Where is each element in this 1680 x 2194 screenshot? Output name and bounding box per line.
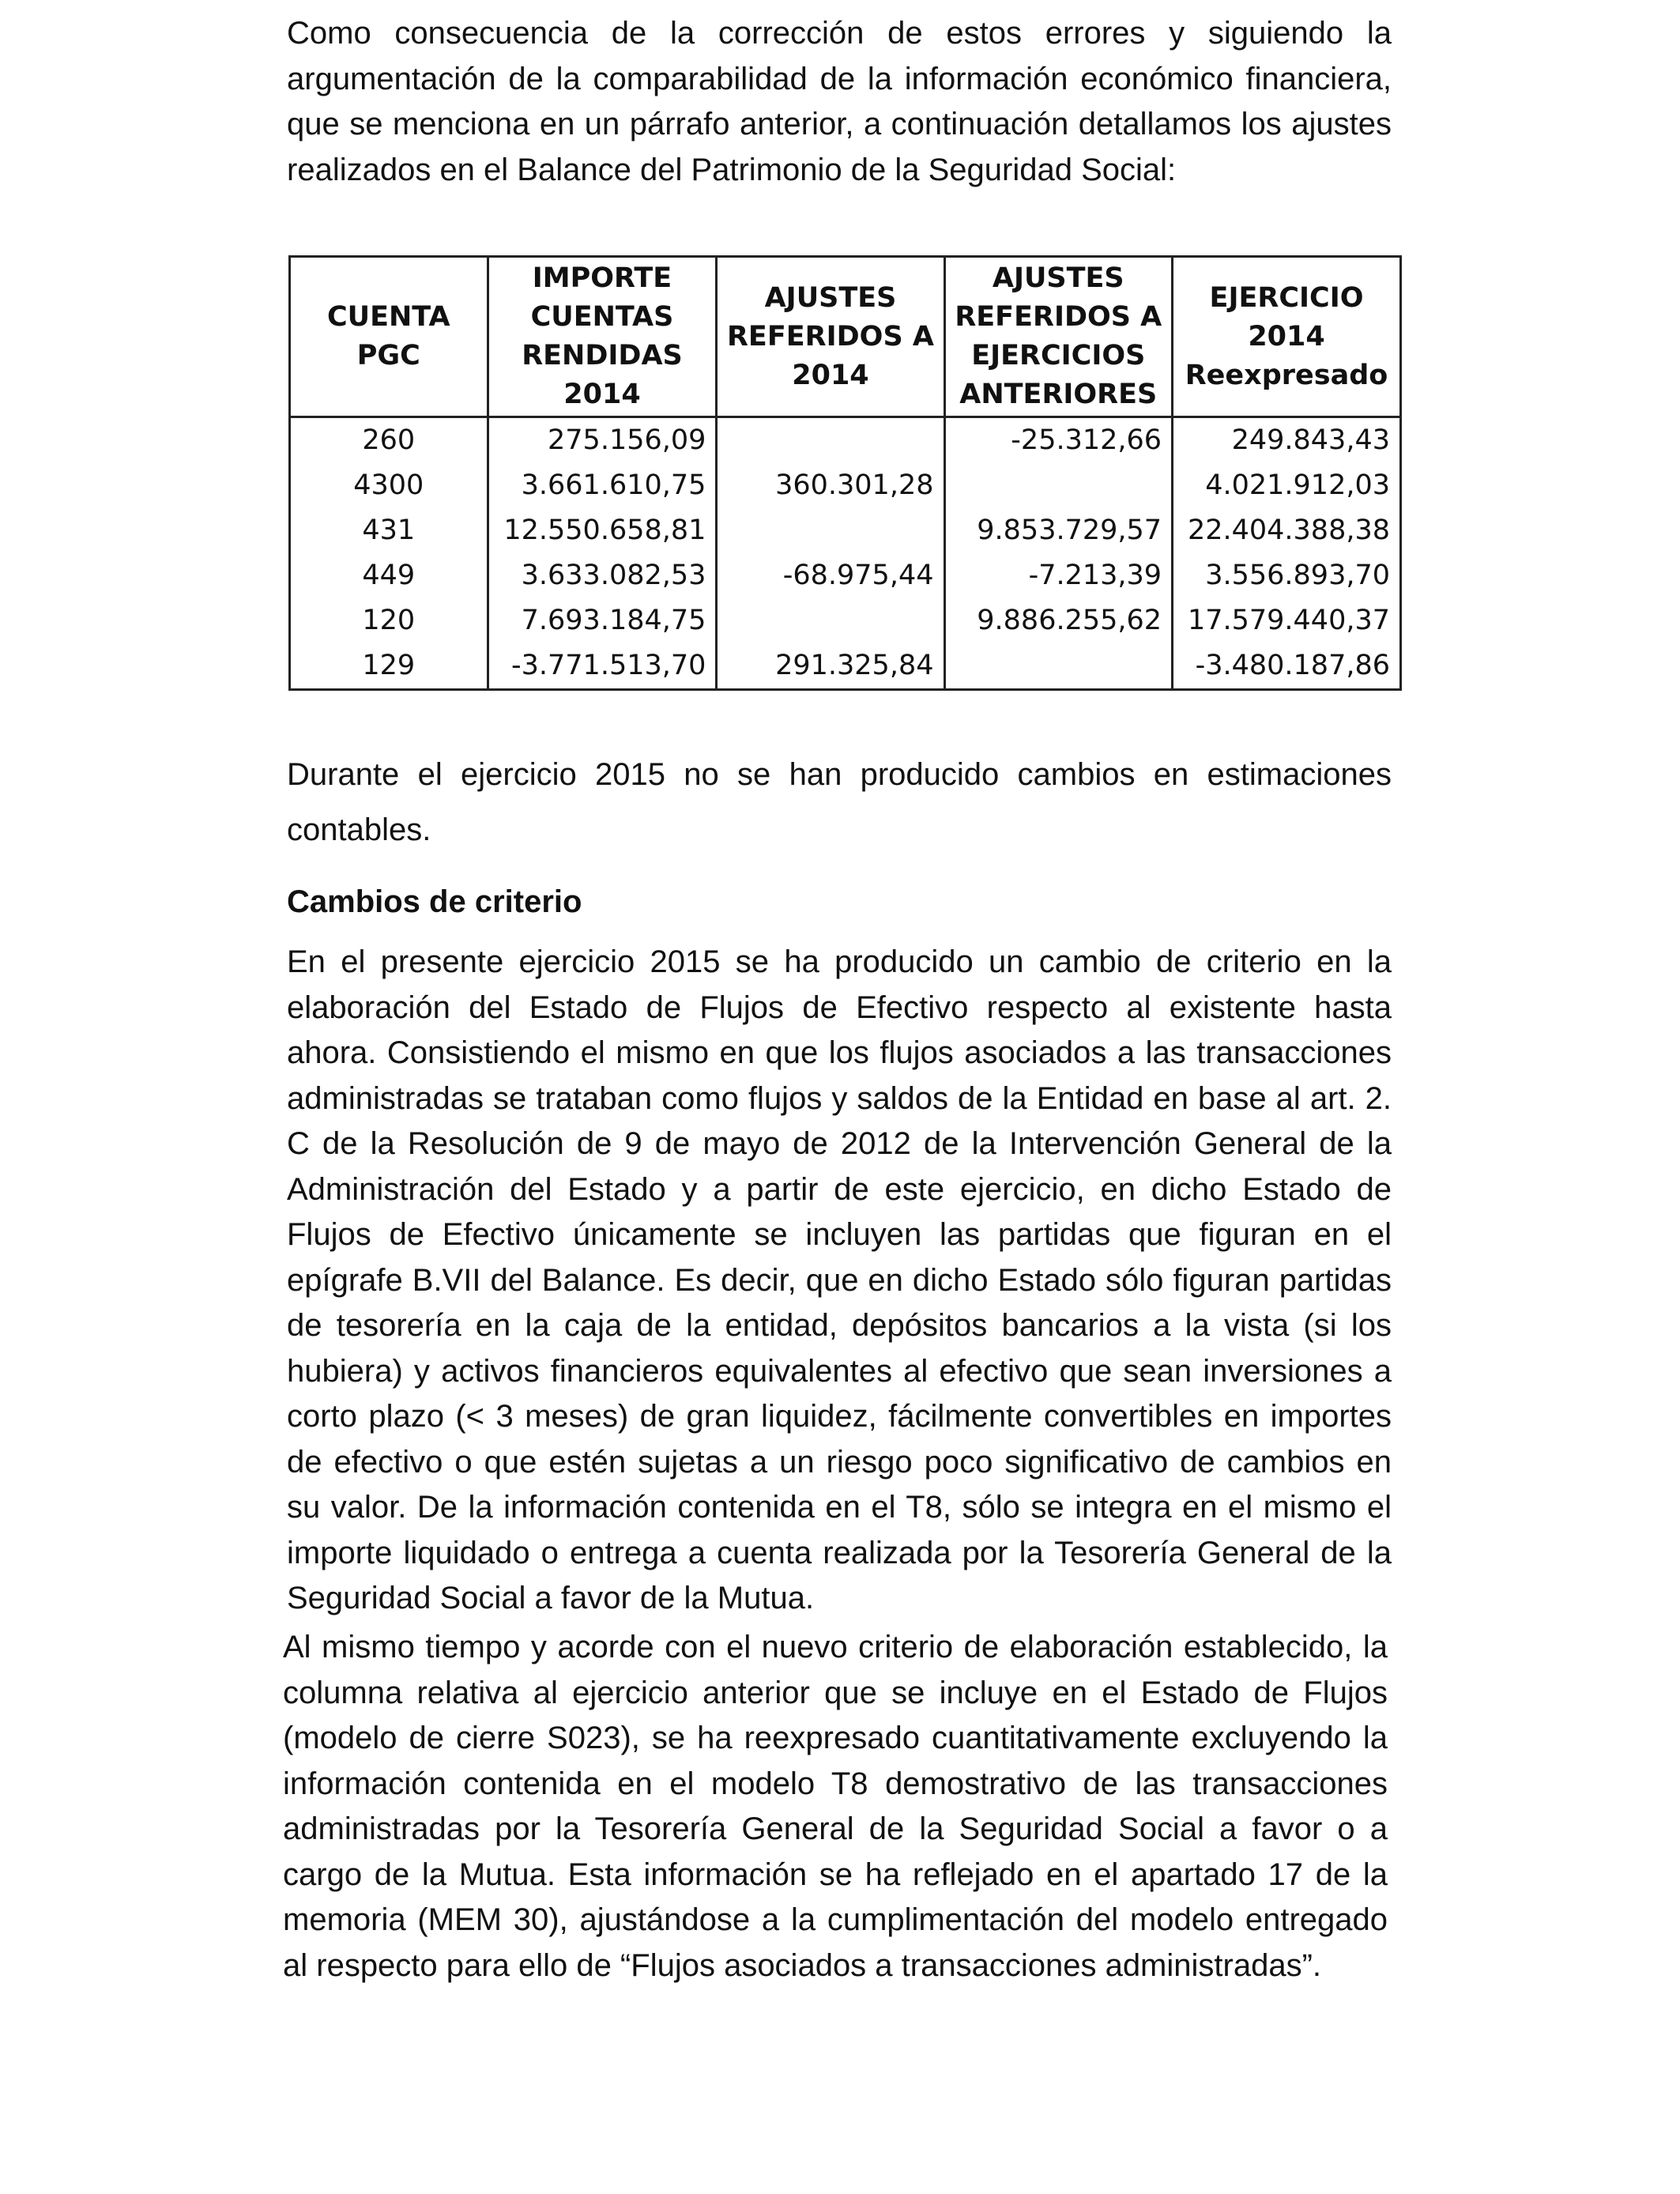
cell-ajuste-2014 (717, 508, 944, 553)
intro-paragraph: Como consecuencia de la corrección de estos errores y siguiendo la argumentación de la comparabilidad de la información económico financiera, que se menciona en un párrafo anterior, a continuación detallamos los ajustes realizados en el Balance del Patrimonio de la Seguridad Social: (287, 16, 1392, 187)
cell-importe: 3.633.082,53 (488, 553, 717, 598)
cell-ajuste-2014 (717, 598, 944, 643)
cell-reexpresado: 3.556.893,70 (1173, 553, 1401, 598)
cell-reexpresado: 4.021.912,03 (1173, 463, 1401, 508)
criterio-paragraph-1: En el presente ejercicio 2015 se ha producido un cambio de criterio en la elaboración del Estado de Flujos de Efectivo respecto al existente hasta ahora. Consistiendo el mismo en que los flujos asociados a las transacciones administradas se trataban como flujos y saldos de la Entidad en base al art. 2. C de la Resolución de 9 de mayo de 2012 de la Intervención General de la Administración del Estado y a partir de este ejercicio, en dicho Estado de Flujos de Efectivo únicamente se incluyen las partidas que figuran en el epígrafe B.VII del Balance. Es decir, que en dicho Estado sólo figuran partidas de tesorería en la caja de la entidad, depósitos bancarios a la vista (si los hubiera) y activos financieros equivalentes al efectivo que sean inversiones a corto plazo (< 3 meses) de gran liquidez, fácilmente convertibles en importes de efectivo o que estén sujetas a un riesgo poco significativo de cambios en su valor. De la información contenida en el T8, sólo se integra en el mismo el importe liquidado o entrega a cuenta realizada por la Tesorería General de la Seguridad Social a favor de la Mutua. (287, 944, 1392, 1615)
cell-reexpresado: 17.579.440,37 (1173, 598, 1401, 643)
table-row (290, 643, 1401, 690)
cell-reexpresado: -3.480.187,86 (1173, 643, 1401, 690)
cell-importe: -3.771.513,70 (488, 643, 717, 690)
table-row (290, 417, 1401, 464)
header-ajustes-2014: AJUSTES REFERIDOS A 2014 (717, 257, 944, 417)
criterio-paragraph-2: Al mismo tiempo y acorde con el nuevo criterio de elaboración establecido, la columna relativa al ejercicio anterior que se incluye en el Estado de Flujos (modelo de cierre S023), se ha reexpresado cuantitativamente excluyendo la información contenida en el modelo T8 demostrativo de las transacciones administradas por la Tesorería General de la Seguridad Social a favor o a cargo de la Mutua. Esta información se ha reflejado en el apartado 17 de la memoria (MEM 30), ajustándose a la cumplimentación del modelo entregado al respecto para ello de “Flujos asociados a transacciones administradas”. (283, 1630, 1388, 1983)
section-heading-cambios-criterio: Cambios de criterio (287, 884, 582, 919)
table-header-row (290, 257, 1401, 417)
table-row (290, 508, 1401, 553)
header-ejercicio-reexpresado: EJERCICIO 2014 Reexpresado (1173, 257, 1401, 417)
cell-ajuste-anteriores: 9.886.255,62 (944, 598, 1173, 643)
cell-ajuste-2014: 291.325,84 (717, 643, 944, 690)
cell-reexpresado: 22.404.388,38 (1173, 508, 1401, 553)
cell-ajuste-anteriores: 9.853.729,57 (944, 508, 1173, 553)
table-row (290, 598, 1401, 643)
estimaciones-paragraph: Durante el ejercicio 2015 no se han producido cambios en estimaciones contables. (287, 757, 1392, 847)
header-ajustes-anteriores: AJUSTES REFERIDOS A EJERCICIOS ANTERIORES (944, 257, 1173, 417)
cell-reexpresado: 249.843,43 (1173, 417, 1401, 464)
cell-ajuste-anteriores (944, 463, 1173, 508)
cell-ajuste-anteriores (944, 643, 1173, 690)
cell-cuenta: 431 (290, 508, 488, 553)
table-row (290, 463, 1401, 508)
cell-ajuste-2014 (717, 417, 944, 464)
cell-ajuste-2014: -68.975,44 (717, 553, 944, 598)
header-cuenta-pgc: CUENTA PGC (290, 257, 488, 417)
cell-importe: 12.550.658,81 (488, 508, 717, 553)
cell-cuenta: 449 (290, 553, 488, 598)
cell-ajuste-anteriores: -25.312,66 (944, 417, 1173, 464)
cell-ajuste-2014: 360.301,28 (717, 463, 944, 508)
cell-cuenta: 260 (290, 417, 488, 464)
adjustments-table (288, 255, 1402, 691)
cell-importe: 275.156,09 (488, 417, 717, 464)
header-importe-cuentas-rendidas: IMPORTE CUENTAS RENDIDAS 2014 (488, 257, 717, 417)
cell-ajuste-anteriores: -7.213,39 (944, 553, 1173, 598)
cell-cuenta: 4300 (290, 463, 488, 508)
table-row (290, 553, 1401, 598)
cell-cuenta: 120 (290, 598, 488, 643)
cell-importe: 3.661.610,75 (488, 463, 717, 508)
cell-importe: 7.693.184,75 (488, 598, 717, 643)
cell-cuenta: 129 (290, 643, 488, 690)
